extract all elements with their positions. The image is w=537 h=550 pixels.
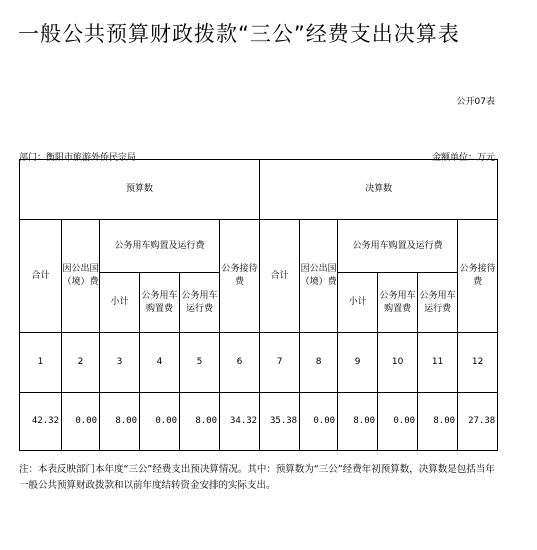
value-cell: 35.38: [260, 393, 300, 451]
index-cell: 3: [100, 333, 140, 393]
index-row: [20, 333, 498, 393]
budget-total-header: 合计: [20, 220, 62, 333]
unit-label: 金额单位：万元: [431, 153, 495, 163]
actual-operation-header: 公务用车运行费: [418, 273, 458, 333]
footnote: 注：本表反映部门本年度“三公”经费支出预决算情况。其中：预算数为“三公”经费年初预算数，决算数是包括当年一般公共预算财政拨款和以前年度结转资金安排的实际支出。: [19, 464, 495, 491]
index-cell: 4: [140, 333, 180, 393]
budget-purchase-header: 公务用车购置费: [140, 273, 180, 333]
actual-vehicle-header: 公务用车购置及运行费: [338, 220, 458, 273]
index-cell: 1: [20, 333, 62, 393]
value-cell: 8.00: [180, 393, 220, 451]
budget-operation-header: 公务用车运行费: [180, 273, 220, 333]
form-number: 公开07表: [456, 97, 495, 107]
budget-subtotal-header: 小计: [100, 273, 140, 333]
value-cell: 0.00: [140, 393, 180, 451]
value-cell: 0.00: [378, 393, 418, 451]
index-cell: 12: [458, 333, 498, 393]
index-cell: 11: [418, 333, 458, 393]
expenditure-table: [19, 159, 498, 451]
index-cell: 2: [62, 333, 100, 393]
value-cell: 0.00: [300, 393, 338, 451]
index-cell: 10: [378, 333, 418, 393]
actual-purchase-header: 公务用车购置费: [378, 273, 418, 333]
value-cell: 0.00: [62, 393, 100, 451]
value-cell: 42.32: [20, 393, 62, 451]
index-cell: 6: [220, 333, 260, 393]
actual-subtotal-header: 小计: [338, 273, 378, 333]
budget-vehicle-header: 公务用车购置及运行费: [100, 220, 220, 273]
budget-reception-header: 公务接待费: [220, 220, 260, 333]
actual-group-header: 决算数: [260, 160, 498, 220]
index-cell: 5: [180, 333, 220, 393]
index-cell: 9: [338, 333, 378, 393]
index-cell: 7: [260, 333, 300, 393]
budget-abroad-header: 因公出国（境）费: [62, 220, 100, 333]
department-label: 部门：衡阳市旅游外侨民宗局: [19, 153, 137, 163]
index-cell: 8: [300, 333, 338, 393]
value-cell: 27.38: [458, 393, 498, 451]
value-cell: 8.00: [100, 393, 140, 451]
actual-abroad-header: 因公出国（境）费: [300, 220, 338, 333]
page-title: 一般公共预算财政拨款“三公”经费支出决算表: [18, 22, 460, 46]
value-row: [20, 393, 498, 451]
budget-group-header: 预算数: [20, 160, 260, 220]
value-cell: 8.00: [418, 393, 458, 451]
actual-reception-header: 公务接待费: [458, 220, 498, 333]
value-cell: 34.32: [220, 393, 260, 451]
actual-total-header: 合计: [260, 220, 300, 333]
value-cell: 8.00: [338, 393, 378, 451]
